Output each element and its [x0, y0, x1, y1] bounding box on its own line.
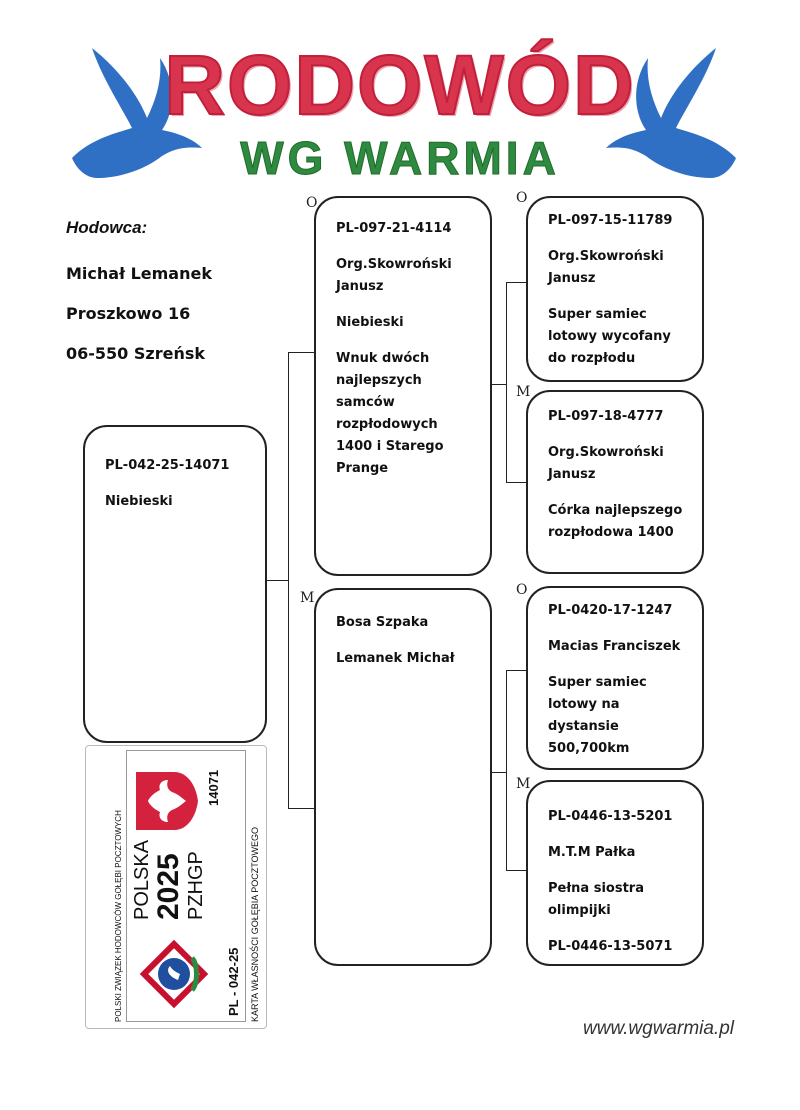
fm-ring: PL-097-18-4777 — [548, 409, 664, 424]
fm-owner: Org.Skowroński Janusz — [548, 445, 664, 482]
card-country: POLSKA — [131, 839, 153, 920]
eagle-emblem-icon — [134, 770, 200, 832]
owner-city: 06-550 Szreńsk — [66, 344, 206, 363]
connector — [506, 482, 526, 483]
connector — [266, 580, 288, 581]
connector — [506, 870, 526, 871]
connector — [288, 352, 289, 808]
page-title: RODOWÓD — [164, 38, 636, 132]
connector — [288, 808, 314, 809]
connector — [506, 670, 526, 671]
connector — [492, 384, 506, 385]
card-number: 14071 — [206, 769, 221, 806]
page-subtitle: WG WARMIA — [240, 132, 560, 184]
mf-marker: O — [516, 582, 528, 598]
mother-owner: Lemanek Michał — [336, 651, 455, 666]
card-doc: KARTA WŁASNOŚCI GOŁĘBIA POCZTOWEGO — [250, 826, 260, 1022]
owner-label: Hodowca: — [66, 218, 148, 237]
pzhgp-badge-icon — [134, 934, 214, 1014]
mf-card — [526, 586, 704, 770]
father-owner: Org.Skowroński Janusz — [336, 257, 452, 294]
mm-marker: M — [516, 776, 531, 792]
mm-card — [526, 780, 704, 966]
pigeon-color: Niebieski — [105, 494, 173, 509]
card-org: POLSKI ZWIĄZEK HODOWCÓW GOŁĘBI POCZTOWYCH — [114, 810, 123, 1022]
owner-name: Michał Lemanek — [66, 264, 212, 283]
mm-owner: M.T.M Pałka — [548, 845, 636, 860]
card-abbr: PZHGP — [185, 851, 207, 920]
fm-card — [526, 390, 704, 574]
father-marker: O — [306, 195, 318, 211]
connector — [288, 352, 314, 353]
ff-marker: O — [516, 190, 528, 206]
father-card — [314, 196, 492, 576]
connector — [506, 282, 526, 283]
mf-ring: PL-0420-17-1247 — [548, 603, 673, 618]
footer-url: www.wgwarmia.pl — [583, 1018, 734, 1039]
father-color: Niebieski — [336, 315, 404, 330]
mf-note: Super samiec lotowy na dystansie 500,700km — [548, 675, 647, 756]
pigeon-ring: PL-042-25-14071 — [105, 458, 230, 473]
mother-name: Bosa Szpaka — [336, 615, 429, 630]
owner-street: Proszkowo 16 — [66, 304, 191, 323]
ff-card — [526, 196, 704, 382]
father-note: Wnuk dwóch najlepszych samców rozpłodowych 1400 i Starego Prange — [336, 351, 444, 476]
mf-owner: Macias Franciszek — [548, 639, 681, 654]
connector — [492, 772, 506, 773]
mother-marker: M — [300, 590, 315, 606]
ff-owner: Org.Skowroński Janusz — [548, 249, 664, 286]
mother-card — [314, 588, 492, 966]
fm-marker: M — [516, 384, 531, 400]
card-year: 2025 — [152, 853, 185, 920]
mm-ring: PL-0446-13-5201 — [548, 809, 673, 824]
fm-note: Córka najlepszego rozpłodowa 1400 — [548, 503, 683, 540]
connector — [506, 670, 507, 870]
connector — [506, 282, 507, 482]
card-ring: PL - 042-25 — [226, 947, 241, 1016]
pigeon-card — [83, 425, 267, 743]
mm-note: Pełna siostra olimpijki — [548, 881, 644, 918]
mm-ring2: PL-0446-13-5071 — [548, 939, 673, 954]
ff-note: Super samiec lotowy wycofany do rozpłodu — [548, 307, 671, 366]
ff-ring: PL-097-15-11789 — [548, 213, 673, 228]
ownership-card — [85, 745, 267, 1029]
father-ring: PL-097-21-4114 — [336, 221, 452, 236]
